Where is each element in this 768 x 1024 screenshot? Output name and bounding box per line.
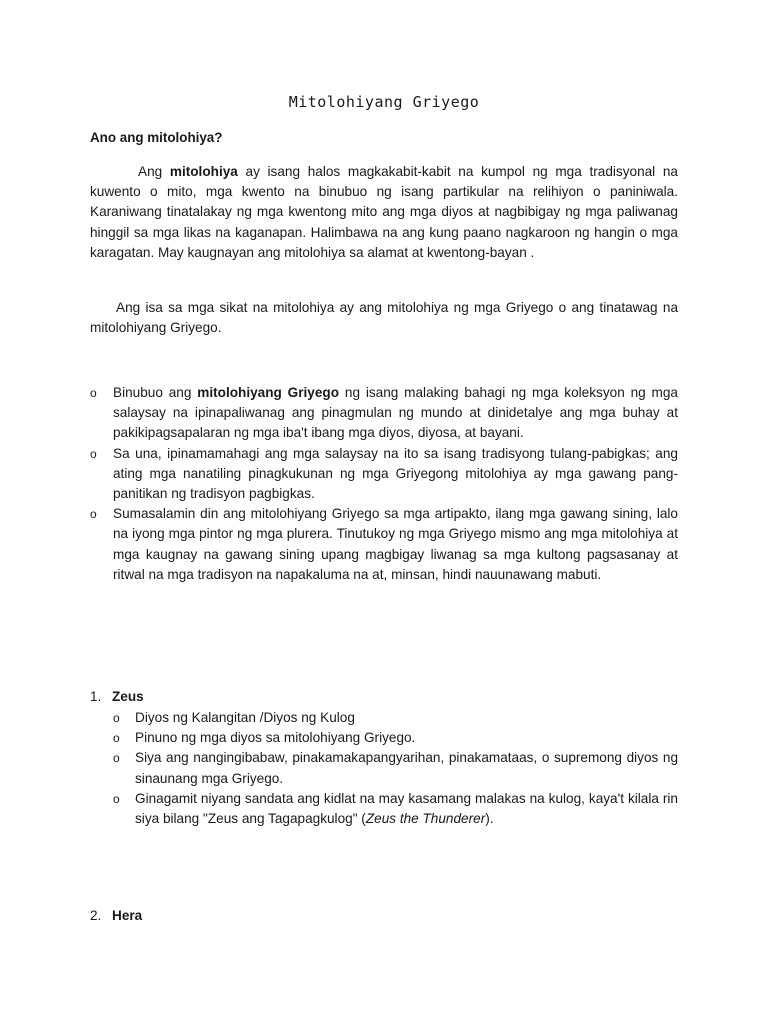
zeus-s4-pre: Ginagamit niyang sandata ang kidlat na may kasamang malakas na kulog, kaya't kilala rin siya bilang "Zeus ang Tagapagkulog" ( bbox=[135, 790, 678, 827]
paragraph-greek-myth: Ang isa sa mga sikat na mitolohiya ay ang mitolohiya ng mga Griyego o ang tinatawag na mitolohiyang Griyego. bbox=[90, 300, 678, 336]
number-label: 2. bbox=[90, 908, 102, 923]
bullet-marker: o bbox=[113, 751, 120, 766]
god-name: Zeus bbox=[112, 689, 144, 704]
numbered-heading-zeus bbox=[90, 689, 144, 704]
b1-post: ng isang malaking bahagi ng mga koleksyon ng mga salaysay na ipinapaliwanag ang pinagmulan ng mundo at dinidetalye ang mga buhay at pakikipagsapalaran ng mga iba't ibang mga diyos, diyosa, at bayani. bbox=[113, 385, 678, 441]
numbered-heading-hera bbox=[90, 908, 142, 923]
list-item bbox=[90, 383, 678, 444]
zeus-s3: Siya ang nangingibabaw, pinakamakapangyarihan, pinakamataas, o supremong diyos ng sinaunang mga Griyego. bbox=[135, 750, 678, 786]
bullet-marker: o bbox=[113, 791, 120, 806]
zeus-s1: Diyos ng Kalangitan /Diyos ng Kulog bbox=[135, 710, 355, 725]
bullet-marker: o bbox=[113, 711, 120, 725]
bullet-marker: o bbox=[113, 731, 120, 746]
paragraph-definition bbox=[90, 162, 678, 263]
god-name: Hera bbox=[112, 908, 143, 923]
list-item bbox=[113, 728, 678, 748]
b1-bold: mitolohiyang Griyego bbox=[197, 385, 340, 400]
zeus-sublist bbox=[113, 708, 678, 829]
section-heading: Ano ang mitolohiya? bbox=[90, 130, 223, 145]
bullet-list bbox=[90, 383, 678, 585]
p1-post: ay isang halos magkakabit-kabit na kumpol ng mga tradisyonal na kuwento o mito, mga kwento na binubuo ng isang partikular na relihiyon o paniniwala. Karaniwang tinatalakay ng mga kwentong mito ang mga diyos at nagbibigay ng mga paliwanag hinggil sa mga likas na kaganapan. Halimbawa na ang kung paano nagkaroon ng hangin o mga karagatan. May kaugnayan ang mitolohiya sa alamat at kwentong-bayan . bbox=[90, 164, 678, 260]
list-item bbox=[90, 444, 678, 505]
b3-text: Sumasalamin din ang mitolohiyang Griyego sa mga artipakto, ilang mga gawang sining, lalo na iyong mga pintor ng mga plurera. Tinutukoy ng mga Griyego mismo ang mga mitolohiya at mga kaugnay na gawang sining upang magbigay liwanag sa mga kultong pagsasanay at ritwal na mga tradisyon na napakaluma na at, minsan, hindi nauunawang mabuti. bbox=[113, 506, 678, 582]
b1-pre: Binubuo ang bbox=[113, 385, 198, 400]
bullet-marker: o bbox=[90, 446, 97, 461]
bullet-marker: o bbox=[90, 386, 97, 400]
zeus-s4-post: ). bbox=[485, 811, 494, 827]
number-label: 1. bbox=[90, 689, 102, 704]
b2-text: Sa una, ipinamamahagi ang mga salaysay na ito sa isang tradisyong tulang-pabigkas; ang ating mga nanatiling pinagkukunan ng mga Griyegong mitolohiya ay mga gawang pang-panitikan ng tradisyon pagbigkas. bbox=[113, 445, 678, 502]
list-item bbox=[90, 504, 678, 585]
zeus-s2: Pinuno ng mga diyos sa mitolohiyang Griyego. bbox=[135, 730, 416, 746]
list-item bbox=[113, 748, 678, 788]
p1-bold-term: mitolohiya bbox=[169, 164, 238, 179]
list-item bbox=[113, 789, 678, 829]
zeus-s4-italic: Zeus the Thunderer bbox=[365, 811, 486, 827]
list-item bbox=[113, 708, 678, 728]
page-title: Mitolohiyang Griyego bbox=[288, 93, 480, 111]
p1-pre: Ang bbox=[138, 164, 170, 179]
bullet-marker: o bbox=[90, 507, 97, 522]
